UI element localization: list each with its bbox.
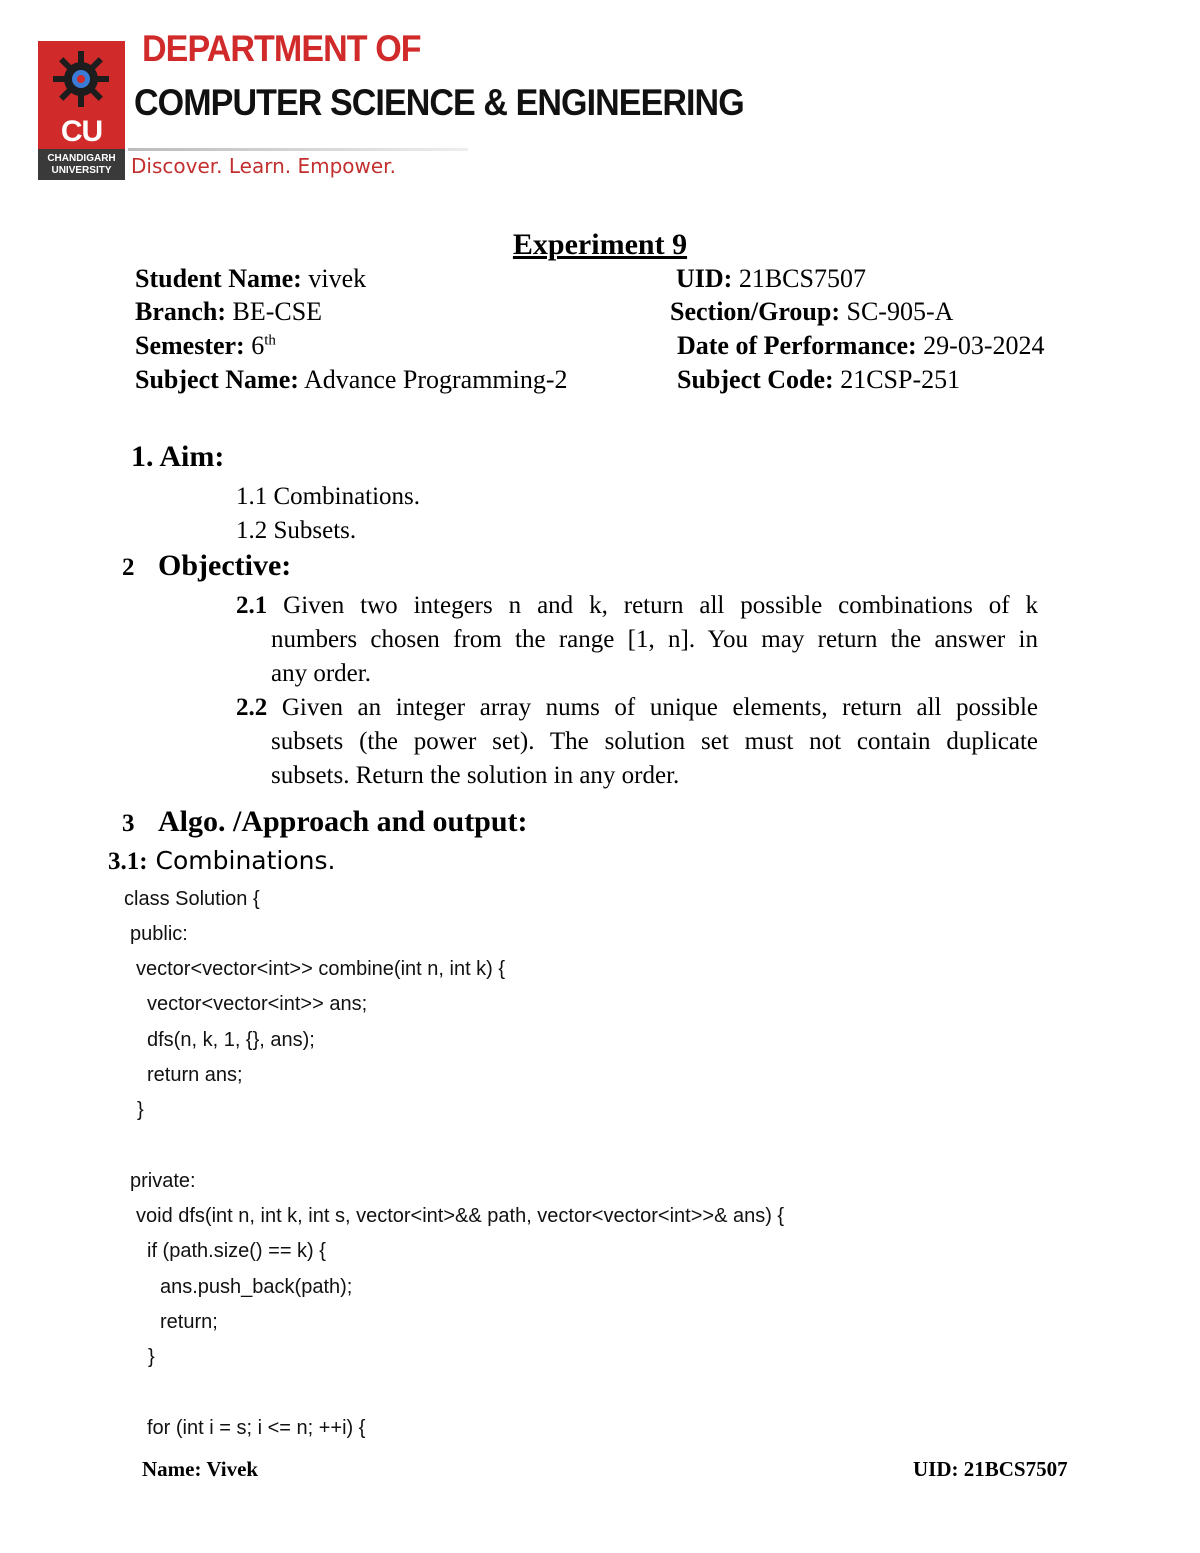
semester-row xyxy=(135,331,276,361)
aim-heading: 1. Aim: xyxy=(131,440,225,473)
code-line: ans.push_back(path); xyxy=(160,1276,353,1298)
algo-number: 3 xyxy=(122,810,135,837)
code-line: private: xyxy=(130,1170,196,1192)
objective-number: 2 xyxy=(122,554,135,581)
date-value: 29-03-2024 xyxy=(923,331,1045,360)
branch-value: BE-CSE xyxy=(232,297,323,326)
student-name-value: vivek xyxy=(308,264,367,293)
objective-heading xyxy=(122,549,291,583)
algo-heading xyxy=(122,805,528,839)
code-line: if (path.size() == k) { xyxy=(147,1240,326,1262)
subject-name-value: Advance Programming-2 xyxy=(304,365,568,394)
semester-suffix: th xyxy=(264,332,276,349)
code-line: dfs(n, k, 1, {}, ans); xyxy=(147,1029,315,1051)
aim-item: 1.1 Combinations. xyxy=(236,483,421,510)
footer-name: Name: Vivek xyxy=(142,1457,259,1481)
code-line: return ans; xyxy=(147,1064,243,1086)
code-line: } xyxy=(137,1099,144,1121)
gear-emblem-icon xyxy=(51,49,111,109)
uid-value: 21BCS7507 xyxy=(738,264,866,293)
department-title-line1: DEPARTMENT OF xyxy=(142,28,421,69)
subject-code-value: 21CSP-251 xyxy=(840,365,961,394)
objective-item xyxy=(236,589,1038,691)
tagline: Discover. Learn. Empower. xyxy=(131,154,396,178)
header-divider xyxy=(128,148,468,151)
code-line: } xyxy=(148,1346,155,1368)
student-name-row xyxy=(135,264,366,294)
department-title-line2: COMPUTER SCIENCE & ENGINEERING xyxy=(134,82,744,123)
code-line: public: xyxy=(130,923,188,945)
logo-university-line2: UNIVERSITY xyxy=(51,165,112,176)
subsection-heading xyxy=(108,846,335,876)
date-label: Date of Performance: xyxy=(677,331,917,360)
code-line: return; xyxy=(160,1311,218,1333)
subsection-title: Combinations. xyxy=(155,846,336,875)
subject-code-label: Subject Code: xyxy=(677,365,834,394)
code-line: void dfs(int n, int k, int s, vector<int>&& path, vector<vector<int>>& ans) { xyxy=(136,1205,785,1227)
algo-title: Algo. /Approach and output: xyxy=(158,805,528,838)
date-row xyxy=(677,331,1044,361)
subject-code-row xyxy=(677,365,960,395)
objective-item xyxy=(236,691,1038,793)
branch-row xyxy=(135,297,322,327)
objective-item-number: 2.2 xyxy=(236,694,268,721)
uid-label: UID: xyxy=(676,264,733,293)
objective-item-line: subsets (the power set). The solution set must not contain duplicate xyxy=(271,728,1038,755)
objective-item-line: numbers chosen from the range [1, n]. You may return the answer in xyxy=(271,626,1038,653)
semester-value: 6 xyxy=(251,331,265,360)
semester-label: Semester: xyxy=(135,331,245,360)
subsection-number: 3.1: xyxy=(108,848,148,875)
code-line: vector<vector<int>> ans; xyxy=(147,993,368,1015)
section-value: SC-905-A xyxy=(846,297,954,326)
section-row xyxy=(670,297,953,327)
subject-name-row xyxy=(135,365,568,395)
objective-title: Objective: xyxy=(158,549,292,582)
aim-item: 1.2 Subsets. xyxy=(236,517,357,544)
branch-label: Branch: xyxy=(135,297,226,326)
objective-item-line: Given two integers n and k, return all possible combinations of k xyxy=(283,592,1038,619)
section-label: Section/Group: xyxy=(670,297,840,326)
objective-item-line: subsets. Return the solution in any order. xyxy=(271,762,680,789)
code-line: class Solution { xyxy=(124,888,260,910)
code-line: for (int i = s; i <= n; ++i) { xyxy=(147,1417,366,1439)
uid-row xyxy=(676,264,866,294)
code-line: vector<vector<int>> combine(int n, int k) { xyxy=(136,958,506,980)
objective-item-number: 2.1 xyxy=(236,592,268,619)
objective-item-line: any order. xyxy=(271,660,371,687)
experiment-title: Experiment 9 xyxy=(512,228,688,261)
objective-item-line: Given an integer array nums of unique elements, return all possible xyxy=(281,694,1038,721)
subject-name-label: Subject Name: xyxy=(135,365,299,394)
footer-uid: UID: 21BCS7507 xyxy=(913,1457,1068,1481)
university-logo xyxy=(38,41,125,180)
logo-letters: CU xyxy=(60,115,103,148)
student-name-label: Student Name: xyxy=(135,264,302,293)
logo-university-line1: CHANDIGARH xyxy=(47,153,116,164)
